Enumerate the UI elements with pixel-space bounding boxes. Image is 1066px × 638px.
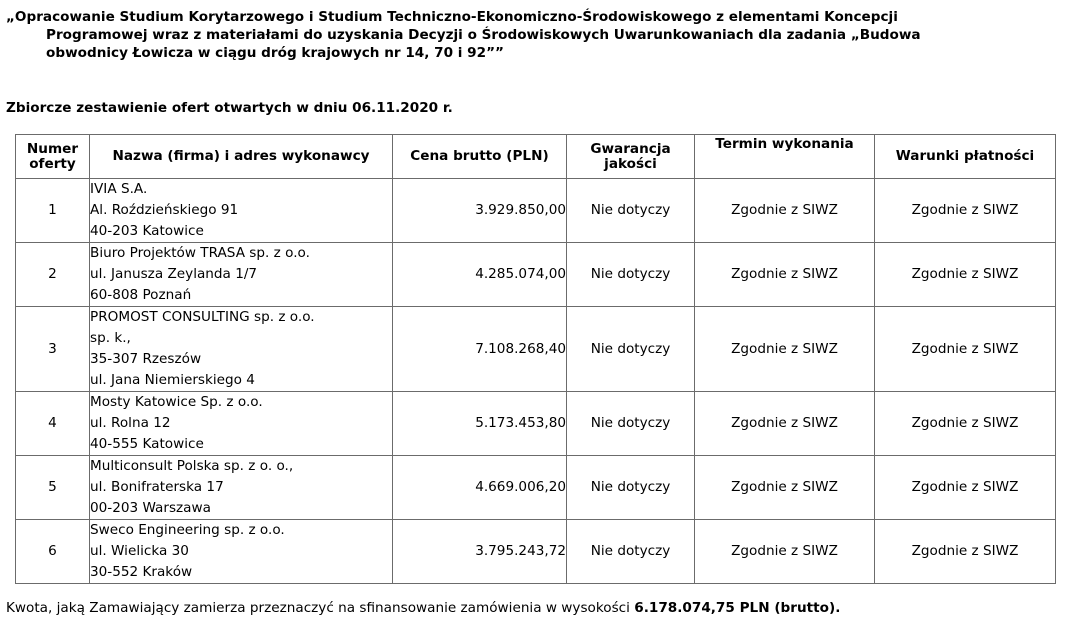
offer-payment: Zgodnie z SIWZ bbox=[875, 520, 1056, 584]
contractor-address bbox=[90, 243, 393, 307]
contractor-address bbox=[90, 179, 393, 243]
table-row bbox=[16, 456, 1056, 520]
table-row bbox=[16, 179, 1056, 243]
address-line: PROMOST CONSULTING sp. z o.o. bbox=[90, 309, 315, 325]
header-number bbox=[16, 135, 90, 179]
document-subtitle: Zbiorcze zestawienie ofert otwartych w dniu 06.11.2020 r. bbox=[6, 100, 453, 116]
table-row bbox=[16, 520, 1056, 584]
address-line: Al. Roździeńskiego 91 bbox=[90, 202, 239, 218]
offer-number: 5 bbox=[16, 456, 90, 520]
header-warranty-line1: Gwarancja bbox=[590, 140, 671, 157]
address-line: ul. Bonifraterska 17 bbox=[90, 479, 224, 495]
offer-price: 4.669.006,20 bbox=[393, 456, 567, 520]
address-line: Sweco Engineering sp. z o.o. bbox=[90, 522, 285, 538]
address-line: ul. Jana Niemierskiego 4 bbox=[90, 372, 255, 388]
offer-price: 3.795.243,72 bbox=[393, 520, 567, 584]
offer-payment: Zgodnie z SIWZ bbox=[875, 456, 1056, 520]
address-line: ul. Rolna 12 bbox=[90, 415, 171, 431]
table-row bbox=[16, 307, 1056, 392]
header-warranty-line2: jakości bbox=[604, 155, 657, 172]
offer-payment: Zgodnie z SIWZ bbox=[875, 307, 1056, 392]
address-line: 35-307 Rzeszów bbox=[90, 351, 202, 367]
address-line: 60-808 Poznań bbox=[90, 287, 192, 303]
header-payment: Warunki płatności bbox=[875, 135, 1056, 179]
offer-warranty: Nie dotyczy bbox=[567, 179, 695, 243]
offer-price: 7.108.268,40 bbox=[393, 307, 567, 392]
offer-price: 4.285.074,00 bbox=[393, 243, 567, 307]
header-number-line1: Numer bbox=[26, 140, 79, 157]
offer-warranty: Nie dotyczy bbox=[567, 307, 695, 392]
offers-table bbox=[15, 134, 1056, 584]
offer-number: 1 bbox=[16, 179, 90, 243]
contractor-address bbox=[90, 520, 393, 584]
address-line: 00-203 Warszawa bbox=[90, 500, 211, 516]
header-price: Cena brutto (PLN) bbox=[393, 135, 567, 179]
address-line: 40-203 Katowice bbox=[90, 223, 204, 239]
offer-term: Zgodnie z SIWZ bbox=[695, 392, 875, 456]
offer-number: 4 bbox=[16, 392, 90, 456]
title-line-1: „Opracowanie Studium Korytarzowego i Studium Techniczno-Ekonomiczno-Środowiskowego z elementami Koncepcji bbox=[6, 9, 898, 25]
table-header-row bbox=[16, 135, 1056, 179]
offer-number: 6 bbox=[16, 520, 90, 584]
address-line: ul. Janusza Zeylanda 1/7 bbox=[90, 266, 258, 282]
contractor-address bbox=[90, 456, 393, 520]
budget-note bbox=[6, 600, 840, 616]
offer-payment: Zgodnie z SIWZ bbox=[875, 392, 1056, 456]
contractor-address bbox=[90, 307, 393, 392]
offer-warranty: Nie dotyczy bbox=[567, 243, 695, 307]
offer-warranty: Nie dotyczy bbox=[567, 456, 695, 520]
title-line-3: obwodnicy Łowicza w ciągu dróg krajowych nr 14, 70 i 92”” bbox=[46, 45, 504, 61]
header-term: Termin wykonania bbox=[695, 135, 875, 179]
table-row bbox=[16, 243, 1056, 307]
address-line: sp. k., bbox=[90, 330, 131, 346]
address-line: 30-552 Kraków bbox=[90, 564, 193, 580]
offer-warranty: Nie dotyczy bbox=[567, 392, 695, 456]
offer-number: 2 bbox=[16, 243, 90, 307]
header-number-line2: oferty bbox=[29, 155, 76, 172]
header-name: Nazwa (firma) i adres wykonawcy bbox=[90, 135, 393, 179]
offer-term: Zgodnie z SIWZ bbox=[695, 520, 875, 584]
offer-payment: Zgodnie z SIWZ bbox=[875, 243, 1056, 307]
budget-note-text: Kwota, jaką Zamawiający zamierza przeznaczyć na sfinansowanie zamówienia w wysokości bbox=[6, 600, 635, 616]
address-line: Mosty Katowice Sp. z o.o. bbox=[90, 394, 263, 410]
offer-term: Zgodnie z SIWZ bbox=[695, 307, 875, 392]
offer-warranty: Nie dotyczy bbox=[567, 520, 695, 584]
offer-term: Zgodnie z SIWZ bbox=[695, 456, 875, 520]
offer-term: Zgodnie z SIWZ bbox=[695, 243, 875, 307]
offer-term: Zgodnie z SIWZ bbox=[695, 179, 875, 243]
address-line: Biuro Projektów TRASA sp. z o.o. bbox=[90, 245, 310, 261]
budget-amount: 6.178.074,75 PLN (brutto). bbox=[634, 600, 841, 616]
header-warranty bbox=[567, 135, 695, 179]
document-title bbox=[6, 8, 1046, 62]
offer-payment: Zgodnie z SIWZ bbox=[875, 179, 1056, 243]
contractor-address bbox=[90, 392, 393, 456]
offer-number: 3 bbox=[16, 307, 90, 392]
title-line-2: Programowej wraz z materiałami do uzyskania Decyzji o Środowiskowych Uwarunkowaniach dla zadania „Budowa bbox=[46, 27, 921, 43]
address-line: 40-555 Katowice bbox=[90, 436, 204, 452]
table-row bbox=[16, 392, 1056, 456]
address-line: ul. Wielicka 30 bbox=[90, 543, 189, 559]
offer-price: 5.173.453,80 bbox=[393, 392, 567, 456]
address-line: IVIA S.A. bbox=[90, 181, 148, 197]
offer-price: 3.929.850,00 bbox=[393, 179, 567, 243]
address-line: Multiconsult Polska sp. z o. o., bbox=[90, 458, 294, 474]
